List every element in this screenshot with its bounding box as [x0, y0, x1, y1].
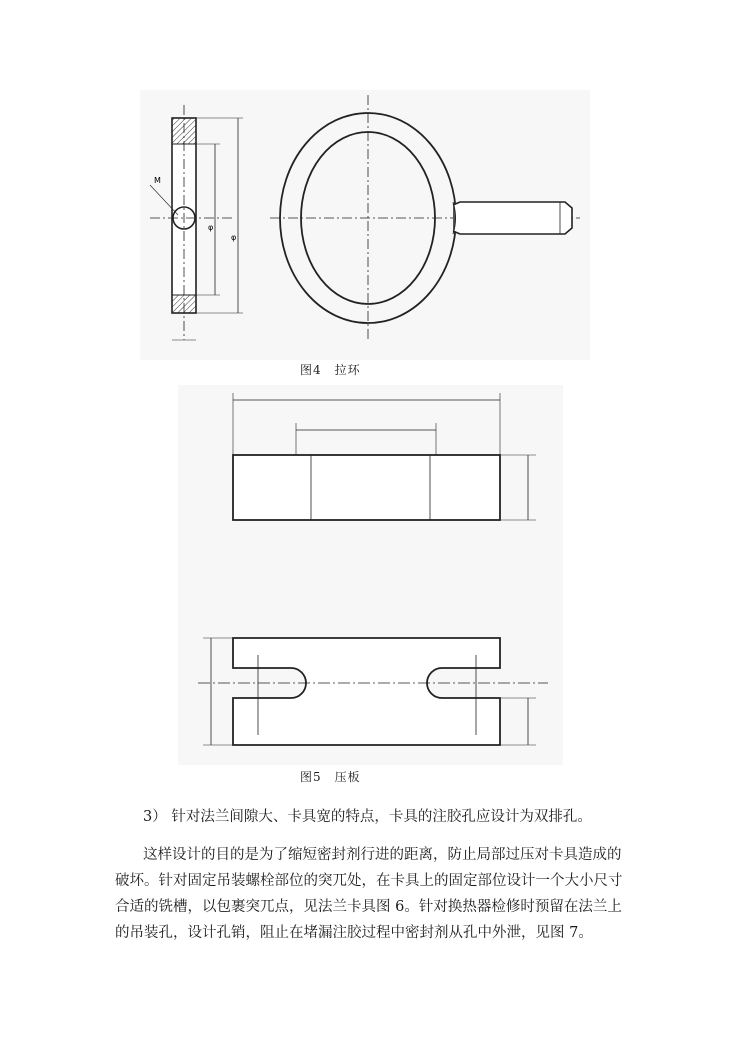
figure-5-caption: 图5 压板	[300, 770, 361, 784]
label-phi-inner: φ	[208, 223, 214, 232]
figure-4-drawing	[140, 90, 590, 360]
figure-4-caption: 图4 拉环	[300, 363, 361, 377]
paragraph-line-2: 破坏。针对固定吊装螺栓部位的突兀处，在卡具上的固定部位设计一个大小尺寸	[115, 873, 623, 889]
figure-5-drawing	[178, 385, 563, 765]
item-3-text	[143, 804, 592, 830]
paragraph-line-3: 合适的铣槽，以包裹突兀点，见法兰卡具图 6。针对换热器检修时预留在法兰上	[115, 899, 622, 915]
label-phi-outer: φ	[231, 233, 237, 242]
item-3-line: 3） 针对法兰间隙大、卡具宽的特点，卡具的注胶孔应设计为双排孔。	[143, 809, 592, 825]
label-m: M	[154, 176, 161, 185]
paragraph-line-1: 这样设计的目的是为了缩短密封剂行进的距离，防止局部过压对卡具造成的	[143, 847, 622, 863]
paragraph-line-4: 的吊装孔，设计孔销，阻止在堵漏注胶过程中密封剂从孔中外泄，见图 7。	[115, 925, 593, 941]
paragraph	[115, 842, 623, 946]
